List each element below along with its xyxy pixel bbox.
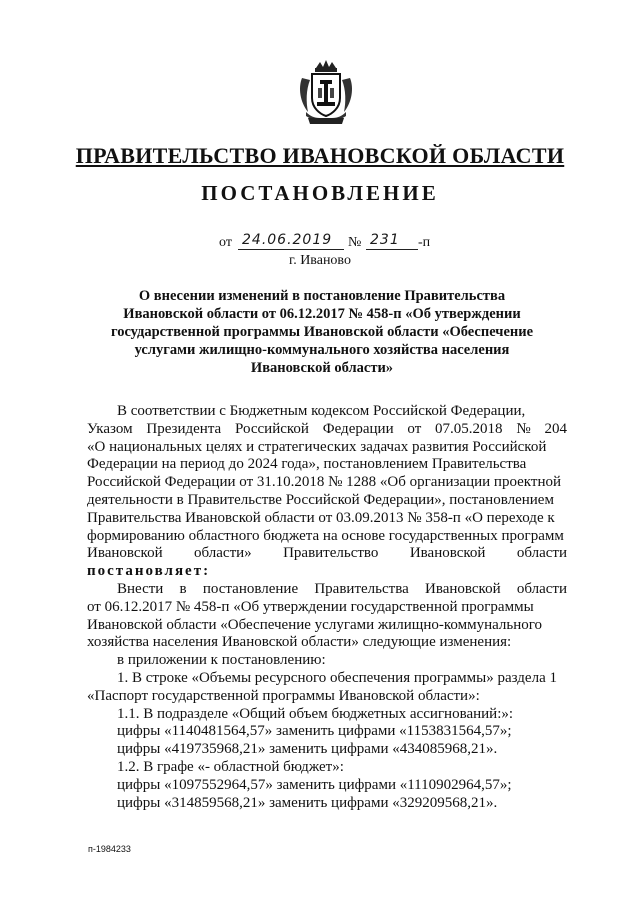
word: Указом [87,420,133,437]
body-line: 1.2. В графе «- областной бюджет»: [117,758,344,775]
word: области» [194,545,252,562]
word: Ивановской [87,545,163,562]
word: № [516,420,531,437]
word: Федерации [322,420,394,437]
resolution-title [100,287,544,377]
word: Правительство [283,545,379,562]
title-line: государственной программы Ивановской области «Обеспечение [110,324,534,340]
body-line: хозяйства населения Ивановской области» следующие изменения: [87,634,512,651]
word: постановление [202,580,299,597]
word: области [516,580,567,597]
word: 204 [544,420,567,437]
word: от [407,420,422,437]
body-line: Правительства Ивановской области от 03.09.2013 № 358-п «О переходе к [87,509,555,526]
word: Ивановской [424,580,501,597]
body-line-justified [87,545,567,563]
body-line: Российской Федерации от 31.10.2018 № 1288 «Об организации проектной [87,474,561,491]
from-label: от [219,235,232,250]
body-line-justified [87,581,567,599]
handwritten-date: 24.06.2019 [238,231,344,250]
resolution-body [87,403,567,812]
body-line: цифры «314859568,21» заменить цифрами «329209568,21». [117,794,498,811]
coat-of-arms-emblem [296,58,356,126]
resolves-word: постановляет: [87,563,211,580]
body-line: деятельности в Правительстве Российской Федерации», постановлением [87,491,554,508]
title-line: услугами жилищно-коммунального хозяйства населения [134,342,510,358]
body-line: формированию областного бюджета на основе государственных программ [87,527,564,544]
word: Российской [235,420,309,437]
body-line: цифры «1140481564,57» заменить цифрами «1153831564,57»; [117,723,512,740]
body-line: в приложении к постановлению: [117,652,326,669]
body-line: 1. В строке «Объемы ресурсного обеспечения программы» раздела 1 [117,669,557,686]
body-line: «Паспорт государственной программы Ивановской области»: [87,687,480,704]
city: г. Иваново [289,253,351,268]
number-suffix: -п [418,235,431,250]
word: Президента [146,420,222,437]
handwritten-number: 231 [366,231,418,250]
body-line: «О национальных целях и стратегических задачах развития Российской [87,438,547,455]
word: Внести [117,580,164,597]
government-name: ПРАВИТЕЛЬСТВО ИВАНОВСКОЙ ОБЛАСТИ [75,143,565,168]
word: 07.05.2018 [435,420,503,437]
title-line: О внесении изменений в постановление Правительства [138,288,506,304]
word: в [179,580,187,597]
body-line: В соответствии с Бюджетным кодексом Российской Федерации, [117,403,526,419]
body-line: от 06.12.2017 № 458-п «Об утверждении государственной программы [87,598,534,615]
body-line-justified [87,421,567,439]
body-line: Ивановской области «Обеспечение услугами жилищно-коммунального [87,616,543,633]
body-line: цифры «419735968,21» заменить цифрами «434085968,21». [117,741,498,758]
word: Ивановской [409,545,486,562]
word: области [516,545,567,562]
document-code: п-1984233 [88,844,131,854]
title-line: Ивановской области» [250,360,394,376]
body-line: цифры «1097552964,57» заменить цифрами «1110902964,57»; [117,776,512,793]
body-line: Федерации на период до 2024 года», постановлением Правительства [87,456,527,473]
title-line: Ивановской области от 06.12.2017 № 458-п «Об утверждении [123,306,521,322]
document-number-line [0,231,640,253]
document-type: ПОСТАНОВЛЕНИЕ [201,181,439,205]
word: Правительства [314,580,409,597]
body-line: 1.1. В подразделе «Общий объем бюджетных ассигнований:»: [117,705,514,722]
number-label: № [348,235,362,250]
